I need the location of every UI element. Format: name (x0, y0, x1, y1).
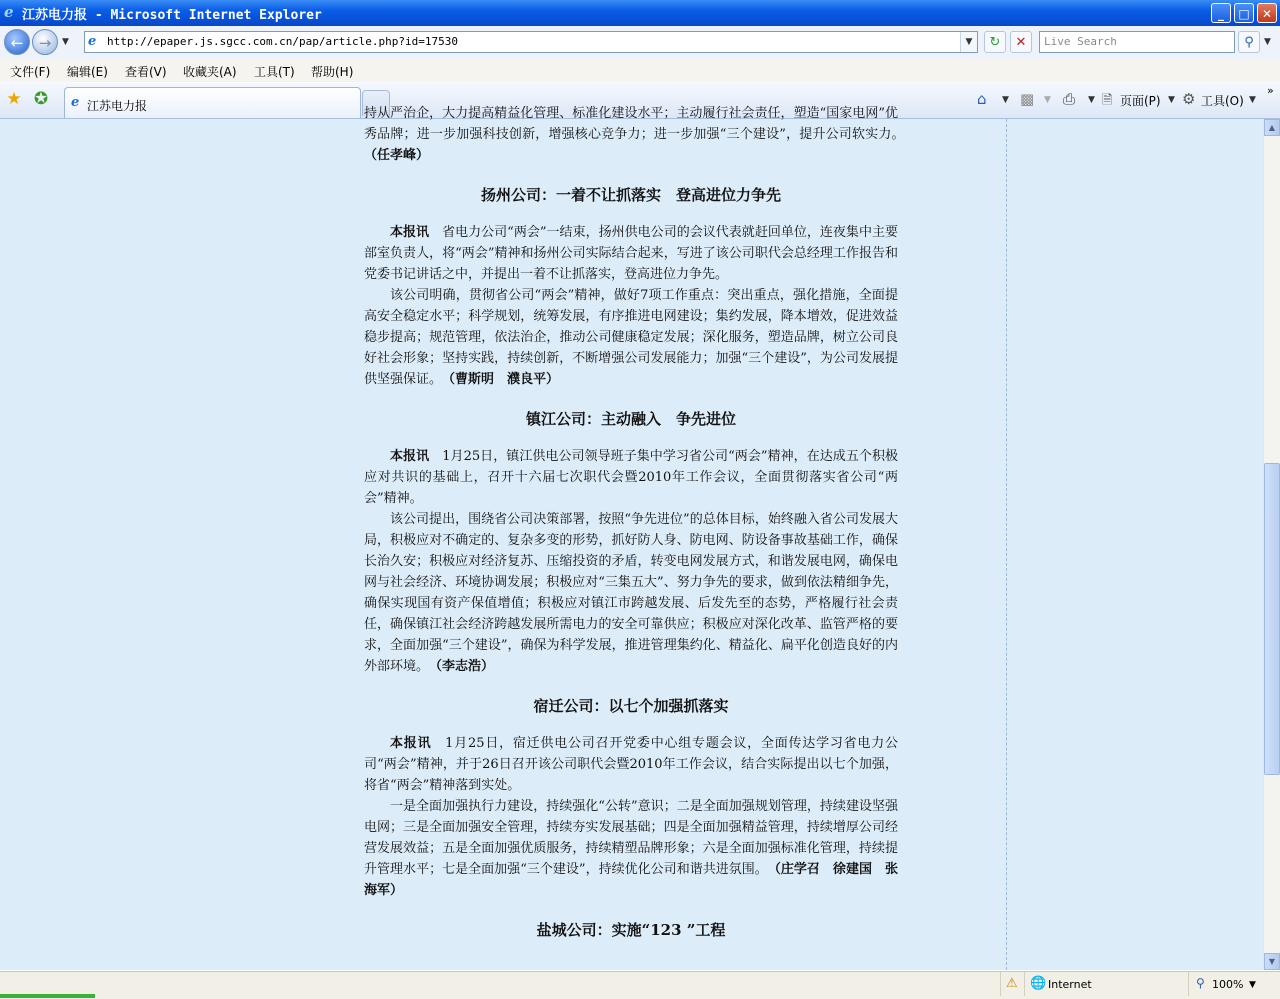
zoom-dropdown-icon[interactable]: ▼ (1249, 980, 1256, 990)
paragraph-text: 该公司明确，贯彻省公司“两会”精神，做好7项工作重点：突出重点，强化措施，全面提高安全稳定水平；科学规划，统筹发展，有序推进电网建设；集约发展，降本增效，促进效益稳步提高；规范管理，依法治企，推动公司健康稳定发展；深化服务，塑造品牌，树立公司良好社会形象；坚持实践，持续创新，不断增强公司发展能力；加强“三个建设”，为公司发展提供坚强保证。 (364, 288, 898, 387)
home-icon[interactable]: ⌂ (977, 90, 987, 108)
ie-logo-icon: e (4, 3, 14, 21)
favorites-star-icon[interactable]: ★ (6, 89, 22, 109)
zone-label: Internet (1048, 978, 1092, 991)
section-author: （李志浩） (435, 659, 495, 674)
column-divider (1006, 119, 1007, 970)
status-divider (1000, 972, 1001, 996)
article-body (364, 103, 898, 957)
paragraph-text: 该公司提出，围绕省公司决策部署，按照“争先进位”的总体目标，始终融入省公司发展大局，积极应对不确定的、复杂多变的形势，抓好防人身、防电网、防设备事故基础工作，确保长治久安；积极应对经济复苏、压缩投资的矛盾，转变电网发展方式，和谐发展电网，确保电网与社会经济、环境协调发展；积极应对“三集五大”、努力争先的要求，做到依法精细争先，确保实现国有资产保值增值；积极应对镇江市跨越发展、后发先至的态势，严格履行社会责任，确保镇江社会经济跨越发展所需电力的安全可靠供应；积极应对深化改革、监管严格的要求，全面加强“三个建设”，确保为科学发展，推进管理集约化、精益化、扁平化创造良好的内外部环境。 (364, 512, 898, 674)
globe-icon: 🌐 (1030, 976, 1047, 991)
page-icon: e (88, 34, 97, 49)
intro-author: （任孝峰） (364, 148, 430, 163)
stop-button[interactable] (1010, 31, 1032, 53)
section-paragraph (364, 796, 898, 901)
back-button[interactable] (4, 29, 30, 55)
menu-bar (0, 60, 1280, 83)
section-paragraph (364, 733, 898, 796)
vertical-scrollbar[interactable] (1263, 119, 1280, 970)
feeds-icon[interactable]: ▩ (1020, 90, 1035, 108)
refresh-button[interactable] (984, 31, 1006, 53)
home-dropdown-icon[interactable]: ▼ (1002, 95, 1009, 105)
gear-icon: ⚙ (1182, 90, 1196, 108)
status-bar (0, 971, 1280, 999)
section-heading: 镇江公司：主动融入 争先进位 (525, 410, 736, 428)
url-text[interactable]: http://epaper.js.sgcc.com.cn/pap/article.php?id=17530 (107, 35, 458, 48)
search-options-icon[interactable]: ▼ (1264, 37, 1271, 47)
taskbar-strip (0, 994, 95, 998)
zoom-icon: ⚲ (1196, 976, 1205, 990)
minimize-button[interactable]: _ (1211, 3, 1231, 23)
address-toolbar (0, 26, 1280, 60)
tools-dropdown-icon[interactable]: ▼ (1249, 95, 1256, 105)
page-menu-button[interactable]: 页面(P) (1120, 94, 1161, 108)
section-paragraph (364, 222, 898, 285)
status-divider (1024, 972, 1025, 996)
paragraph-text: 省电力公司“两会”一结束，扬州供电公司的会议代表就赶回单位，连夜集中主要部室负责人，将“两会”精神和扬州公司实际结合起来，写进了该公司职代会总经理工作报告和党委书记讲话之中，并提出一着不让抓落实，登高进位力争先。 (364, 225, 898, 282)
menu-favorites[interactable]: 收藏夹(A) (183, 65, 237, 79)
section-heading: 盐城公司：实施“123 ”工程 (536, 921, 726, 939)
section-paragraph (364, 285, 898, 390)
intro-text: 持从严治企，大力提高精益化管理、标准化建设水平；主动履行社会责任，塑造“国家电网”优秀品牌；进一步加强科技创新，增强核心竞争力；进一步加强“三个建设”，提升公司软实力。 (364, 106, 898, 142)
print-dropdown-icon[interactable]: ▼ (1088, 95, 1095, 105)
print-icon[interactable]: ⎙ (1063, 90, 1076, 108)
window-title: 江苏电力报 - Microsoft Internet Explorer (22, 8, 322, 23)
maximize-button[interactable]: □ (1234, 3, 1254, 23)
forward-button[interactable] (32, 29, 58, 55)
tools-menu-button[interactable]: 工具(O) (1201, 94, 1244, 108)
tab-current[interactable] (64, 87, 361, 118)
zoom-level[interactable]: 100% (1212, 978, 1244, 991)
security-warning-icon: ⚠ (1006, 976, 1018, 991)
address-field[interactable] (84, 31, 978, 53)
tab-page-icon: e (71, 95, 80, 110)
search-button[interactable] (1238, 31, 1260, 53)
menu-edit[interactable]: 编辑(E) (67, 65, 108, 79)
scroll-up-icon[interactable]: ▲ (1264, 119, 1280, 136)
paragraph-text: 一是全面加强执行力建设，持续强化“公转”意识；二是全面加强规划管理，持续建设坚强电网；三是全面加强安全管理，持续夯实发展基础；四是全面加强精益管理，持续增厚公司经营发展效益；五是全面加强优质服务，持续精塑品牌形象；六是全面加强标准化管理，持续提升管理水平；七是全面加强“三个建设”，持续优化公司和谐共进氛围。 (364, 799, 898, 877)
page-menu-icon: 🗎 (1102, 93, 1113, 108)
title-bar (0, 0, 1280, 26)
menu-tools[interactable]: 工具(T) (254, 65, 295, 79)
history-dropdown-icon[interactable]: ▼ (62, 37, 69, 47)
section-author: （曹斯明 濮良平） (448, 372, 560, 387)
lead-label: 本报讯 (390, 449, 430, 464)
toolbar-overflow-icon[interactable]: » (1267, 84, 1274, 97)
search-input[interactable]: Live Search (1039, 31, 1235, 53)
scroll-down-icon[interactable]: ▼ (1264, 953, 1280, 970)
paragraph-text: 1月25日，宿迁供电公司召开党委中心组专题会议，全面传达学习省电力公司“两会”精神，并于26日召开该公司职代会暨2010年工作会议，结合实际提出以七个加强，将省“两会”精神落到实处。 (364, 736, 898, 793)
lead-label: 本报讯 (390, 736, 432, 751)
section-paragraph (364, 509, 898, 677)
lead-label: 本报讯 (390, 225, 430, 240)
section-heading: 扬州公司：一着不让抓落实 登高进位力争先 (480, 186, 781, 204)
search-icon: ⚲ (1244, 35, 1254, 50)
page-dropdown-icon[interactable]: ▼ (1168, 95, 1175, 105)
scroll-thumb[interactable] (1264, 463, 1280, 775)
section-author: （庄学召 徐建国 张海军） (364, 862, 898, 898)
section-heading: 宿迁公司：以七个加强抓落实 (533, 697, 729, 715)
menu-file[interactable]: 文件(F) (10, 65, 51, 79)
feeds-dropdown-icon[interactable]: ▼ (1044, 95, 1051, 105)
forward-arrow-icon: → (38, 34, 52, 52)
add-favorite-icon[interactable]: ✪ (33, 89, 49, 109)
paragraph-text: 1月25日，镇江供电公司领导班子集中学习省公司“两会”精神，在达成五个积极应对共识的基础上，召开十六届七次职代会暨2010年工作会议，全面贯彻落实省公司“两会”精神。 (364, 449, 898, 506)
address-dropdown-icon[interactable]: ▼ (960, 32, 977, 52)
intro-paragraph (364, 103, 898, 166)
close-button[interactable]: ✕ (1257, 3, 1277, 23)
status-divider (1188, 972, 1189, 996)
stop-icon: ✕ (1015, 35, 1027, 50)
section-paragraph (364, 446, 898, 509)
tab-label: 江苏电力报 (87, 99, 148, 113)
refresh-icon: ↻ (989, 35, 1001, 50)
back-arrow-icon: ← (10, 34, 24, 52)
menu-view[interactable]: 查看(V) (125, 65, 167, 79)
menu-help[interactable]: 帮助(H) (311, 65, 354, 79)
